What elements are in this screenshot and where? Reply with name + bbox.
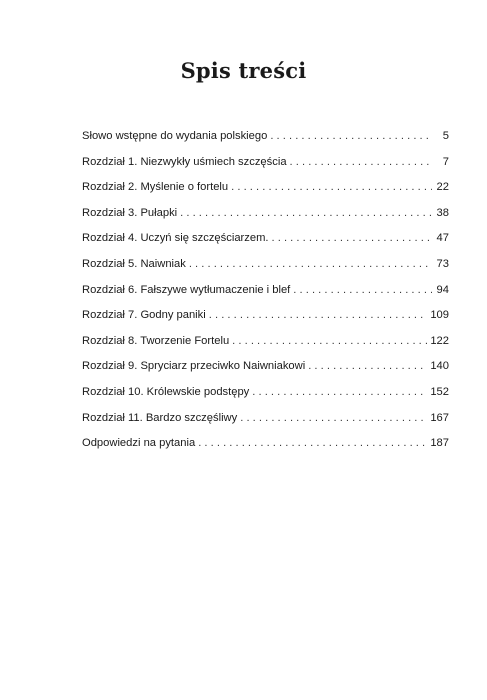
- toc-entry-title: Rozdział 10. Królewskie podstępy: [82, 385, 250, 398]
- toc-entry-page: 122: [430, 334, 449, 347]
- toc-entry-page: 73: [436, 257, 449, 270]
- toc-entry-title: Rozdział 7. Godny paniki: [82, 309, 206, 322]
- toc-entry-title: Rozdział 3. Pułapki: [82, 206, 178, 219]
- toc-entry-page: 22: [436, 181, 449, 194]
- toc-entry: [82, 437, 449, 463]
- toc-entry-title: Słowo wstępne do wydania polskiego: [82, 130, 268, 142]
- dot-leader: [232, 335, 427, 347]
- dot-leader: [198, 437, 427, 449]
- toc-entry-title: Rozdział 8. Tworzenie Fortelu: [82, 334, 230, 347]
- dot-leader: [231, 181, 432, 193]
- dot-leader: [308, 360, 427, 372]
- page-title: Spis treści: [180, 58, 307, 83]
- toc-entry-title: Odpowiedzi na pytania: [82, 437, 196, 450]
- toc-entry-title: Rozdział 9. Spryciarz przeciwko Naiwniakowi: [82, 360, 306, 373]
- dot-leader: [240, 412, 427, 424]
- toc-entry: [82, 360, 449, 386]
- toc-entry: [82, 207, 449, 233]
- toc-entry-page: 38: [436, 206, 449, 219]
- table-of-contents: [82, 130, 449, 463]
- dot-leader: [270, 130, 432, 142]
- toc-entry-page: 47: [436, 232, 449, 245]
- toc-entry-page: 7: [442, 155, 449, 168]
- toc-entry: [82, 258, 449, 284]
- dot-leader: [252, 386, 427, 398]
- toc-entry-page: 140: [430, 360, 449, 373]
- toc-entry-title: Rozdział 1. Niezwykły uśmiech szczęścia: [82, 155, 287, 168]
- dot-leader: [189, 258, 432, 270]
- toc-entry-title: Rozdział 6. Fałszywe wytłumaczenie i blef: [82, 283, 291, 296]
- toc-entry: [82, 386, 449, 412]
- toc-entry-title: Rozdział 5. Naiwniak: [82, 257, 186, 270]
- toc-entry: [82, 284, 449, 310]
- toc-entry: [82, 309, 449, 335]
- toc-entry-page: 5: [442, 130, 449, 142]
- toc-entry-page: 152: [430, 385, 449, 398]
- toc-entry-title: Rozdział 4. Uczyń się szczęściarzem.: [82, 232, 269, 245]
- toc-entry-title: Rozdział 2. Myślenie o fortelu: [82, 181, 229, 194]
- toc-entry-page: 187: [430, 437, 449, 450]
- dot-leader: [180, 207, 432, 219]
- toc-entry-page: 109: [430, 309, 449, 322]
- toc-entry: [82, 181, 449, 207]
- toc-entry-page: 167: [430, 411, 449, 424]
- dot-leader: [209, 309, 428, 321]
- toc-entry: [82, 335, 449, 361]
- toc-entry-page: 94: [436, 283, 449, 296]
- toc-entry: [82, 232, 449, 258]
- toc-entry: [82, 130, 449, 156]
- toc-entry-title: Rozdział 11. Bardzo szczęśliwy: [82, 411, 238, 424]
- dot-leader: [272, 232, 432, 244]
- toc-entry: [82, 412, 449, 438]
- dot-leader: [293, 284, 432, 296]
- toc-entry: [82, 156, 449, 182]
- dot-leader: [290, 156, 432, 168]
